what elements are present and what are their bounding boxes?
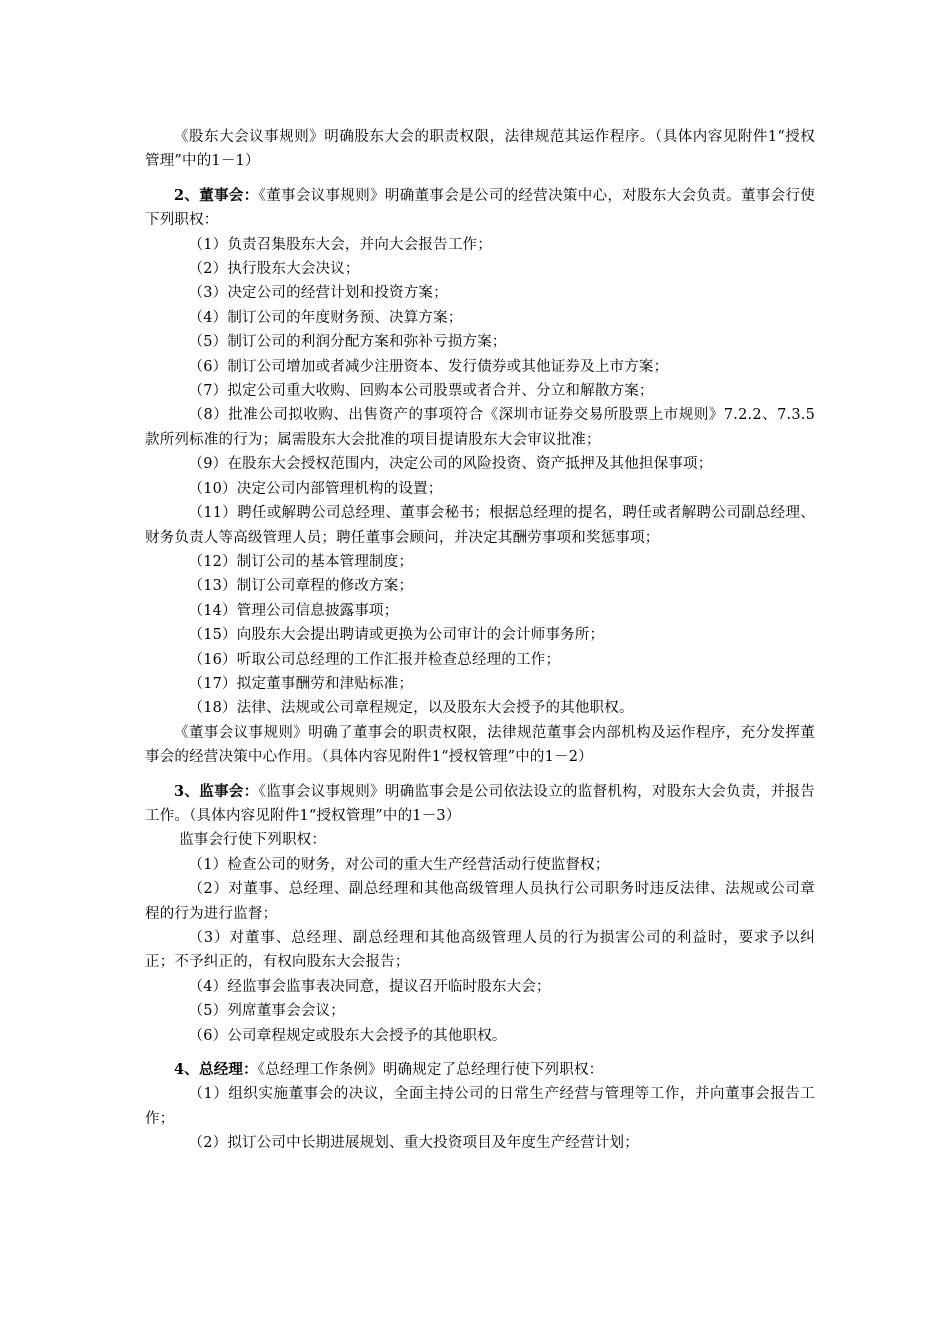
board-item-15: （15）向股东大会提出聘请或更换为公司审计的会计师事务所； <box>188 627 605 644</box>
board-item-14: （14）管理公司信息披露事项； <box>188 602 399 619</box>
board-section-intro <box>145 184 815 233</box>
board-item-7: （7）拟定公司重大收购、回购本公司股票或者合并、分立和解散方案； <box>188 383 654 400</box>
shareholders-rules-paragraph: 《股东大会议事规则》明确股东大会的职责权限，法律规范其运作程序。（具体内容见附件1“授权管理”中的1－1） <box>145 129 815 170</box>
section-gap <box>145 1048 815 1058</box>
board-item-5: （5）制订公司的利润分配方案和弥补亏损方案； <box>188 334 507 351</box>
gm-intro-text: 《总经理工作条例》明确规定了总经理行使下列职权： <box>257 1062 604 1079</box>
supervisory-item-2: （2）对董事、总经理、副总经理和其他高级管理人员执行公司职务时违反法律、法规或公司章程的行为进行监督； <box>145 881 815 922</box>
board-item-11: （11）聘任或解聘公司总经理、董事会秘书；根据总经理的提名，聘任或者解聘公司副总经理、财务负责人等高级管理人员；聘任董事会顾问，并决定其酬劳事项和奖惩事项； <box>145 505 815 546</box>
board-intro-text: 《董事会议事规则》明确董事会是公司的经营决策中心，对股东大会负责。董事会行使下列职权： <box>145 187 815 229</box>
gm-item-1: （1）组织实施董事会的决议，全面主持公司的日常生产经营与管理等工作，并向董事会报告工作； <box>145 1086 815 1127</box>
supervisory-intro-text: 《监事会议事规则》明确监事会是公司依法设立的监督机构，对股东大会负责，并报告工作。（具体内容见附件1“授权管理”中的1－3） <box>145 783 815 824</box>
board-item-8: （8）批准公司拟收购、出售资产的事项符合《深圳市证券交易所股票上市规则》7.2.2、7.3.5款所列标准的行为；属需股东大会批准的项目提请股东大会审议批准； <box>145 407 815 448</box>
board-item-4: （4）制订公司的年度财务预、决算方案； <box>188 309 463 326</box>
section-gap <box>145 174 815 184</box>
board-item-16: （16）听取公司总经理的工作汇报并检查总经理的工作； <box>188 651 561 668</box>
supervisory-item-5: （5）列席董事会会议； <box>188 1003 345 1020</box>
supervisory-lead: 监事会行使下列职权： <box>179 832 327 849</box>
board-item-10: （10）决定公司内部管理机构的设置； <box>188 480 443 497</box>
board-closing-paragraph: 《董事会议事规则》明确了董事会的职责权限，法律规范董事会内部机构及运作程序，充分发挥董事会的经营决策中心作用。（具体内容见附件1“授权管理”中的1－2） <box>145 724 815 766</box>
board-item-17: （17）拟定董事酬劳和津贴标准； <box>188 675 414 692</box>
supervisory-item-3: （3）对董事、总经理、副总经理和其他高级管理人员的行为损害公司的利益时，要求予以纠正；不予纠正的，有权向股东大会报告； <box>145 930 815 971</box>
section-gap <box>145 770 815 780</box>
board-item-1: （1）负责召集股东大会，并向大会报告工作； <box>188 236 492 253</box>
board-item-3: （3）决定公司的经营计划和投资方案； <box>188 285 448 302</box>
supervisory-item-6: （6）公司章程规定或股东大会授予的其他职权。 <box>188 1027 507 1044</box>
board-item-13: （13）制订公司章程的修改方案； <box>188 578 414 595</box>
board-heading: 2、董事会： <box>174 186 259 204</box>
board-item-18: （18）法律、法规或公司章程规定，以及股东大会授予的其他职权。 <box>188 700 634 717</box>
document-body <box>145 125 815 1156</box>
gm-item-2: （2）拟订公司中长期进展规划、重大投资项目及年度生产经营计划； <box>188 1135 639 1152</box>
supervisory-section-intro <box>145 780 815 829</box>
supervisory-item-1: （1）检查公司的财务，对公司的重大生产经营活动行使监督权； <box>188 856 610 873</box>
board-item-12: （12）制订公司的基本管理制度； <box>188 553 414 570</box>
supervisory-item-4: （4）经监事会监事表决同意，提议召开临时股东大会； <box>188 978 551 995</box>
board-item-6: （6）制订公司增加或者减少注册资本、发行债券或其他证券及上市方案； <box>188 358 669 375</box>
gm-heading: 4、总经理： <box>174 1061 258 1079</box>
supervisory-heading: 3、监事会： <box>174 782 259 800</box>
board-item-2: （2）执行股东大会决议； <box>188 261 360 278</box>
board-item-9: （9）在股东大会授权范围内，决定公司的风险投资、资产抵押及其他担保事项； <box>188 456 713 473</box>
gm-section-intro <box>145 1058 815 1082</box>
